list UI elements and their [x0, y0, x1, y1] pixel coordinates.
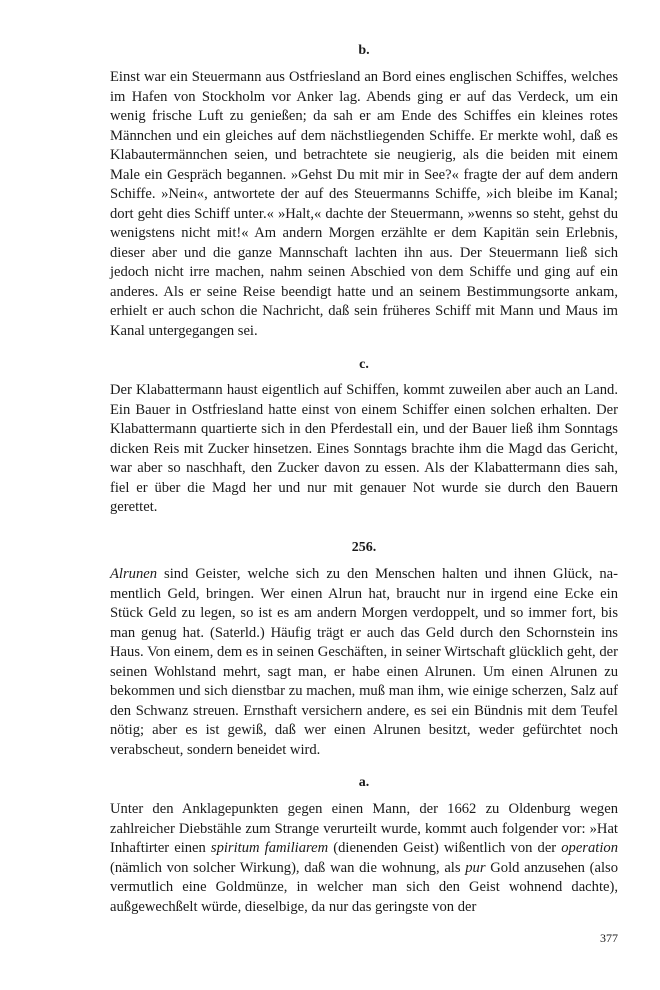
italic-term-operation: operation — [561, 840, 618, 856]
text-segment: (dienenden Geist) wißentlich von der — [328, 840, 562, 856]
section-paragraph-a — [110, 800, 618, 917]
text-segment: Unter den Anklagepunkten gegen einen Mann, der 1662 zu Oldenburg wegen zahlreicher Diebstähle zum Strange verurteilt wurde, kommt auch folgender vor: »Hat Inhaftirter einen — [110, 801, 618, 856]
section-paragraph-256 — [110, 565, 618, 760]
text-segment: Der Klabattermann haust eigentlich auf Schiffen, kommt zuweilen aber auch an Land. Ein Bauer in Ostfriesland hatte einst von einem Schiffer einen solchen erhalten. Der Klabattermann quartierte sich in den Pferdestall ein, und der Bauer ließ ihm Sonntags dicken Reis mit Zucker hinsetzen. Eines Sonntags brachte ihm die Magd das Gericht, war aber so naschhaft, den Zucker davon zu essen. Als der Klabattermann dies sah, fiel er über die Magd her und nur mit genauer Not wurde sie durch den Bauern gerettet. — [110, 382, 618, 515]
section-paragraph-b — [110, 68, 618, 341]
text-segment: Gold anzusehen (also vermutlich eine Goldmünze, in welcher man sich den Geist wohnend dachte), außgewechßelt würde, dieselbige, da nur das geringste von der — [110, 859, 618, 915]
section-heading-c: c. — [359, 357, 369, 372]
italic-term-spiritum-familiarem: spiritum familiarem — [210, 840, 329, 856]
section-paragraph-c — [110, 381, 618, 518]
italic-term-alrunen: Alrunen — [110, 566, 158, 582]
italic-term-pur: pur — [465, 859, 486, 876]
page-number: 377 — [600, 931, 618, 945]
text-segment: sind Geister, welche sich zu den Menschen halten und ihnen Glück, namentlich Geld, bringen. Wer einen Alrun hat, braucht nur in irgend eine Ecke ein Stück Geld zu legen, so ist es am andern Morgen verdoppelt, und so immer fort, bis man genug hat. (Saterld.) Häufig trägt er auch das Geld durch den Schornstein ins Haus. Von einem, dem es in seinen Geschäften, in seiner Wirtschaft glücklich geht, der seinen Wohlstand mehrt, sagt man, er habe einen Alrunen. Um einen Alrunen zu bekommen und sich dienstbar zu machen, muß man ihm, wie einige scherzen, Salz auf den Schwanz streuen. Ernsthaft versichern andere, es sei ein Bündnis mit dem Teufel nötig; aber es ist gewiß, daß wer einen Alrunen besitzt, weder gefürchtet noch verabscheut, sondern beneidet wird. — [110, 566, 618, 758]
section-heading-256: 256. — [351, 540, 377, 555]
text-segment: Einst war ein Steuermann aus Ostfriesland an Bord eines englischen Schiffes, welches im Hafen von Stockholm vor Anker lag. Abends ging er auf das Verdeck, um ein wenig frische Luft zu genießen; da sah er am Ende des Schiffes ein kleines rotes Männchen und ein gleiches auf dem nächstliegenden Schiffe. Er merkte wohl, daß es Klabautermännchen seien, und betrachtete sie neugierig, als die beiden mit einem Male ein Gespräch begannen. »Gehst Du mit mir in See?« fragte der auf dem andern Schiffe. »Nein«, antwortete der auf des Steuermanns Schiffe, »ich bleibe im Kanal; dort geht dies Schiff unter.« »Halt,« dachte der Steuermann, »wenns so steht, gehst du wenigstens nicht mit!« Am andern Morgen erzählte er dem Kapitän sein Erlebnis, dieser aber und die ganze Mannschaft lachten ihn aus. Der Steuermann ließ sich jedoch nicht irre machen, nahm seinen Abschied von dem Schiffe und ging auf ein anderes. Als er seine Reise beendigt hatte und an seinem Bestimmungsorte ankam, erhielt er auch schon die Nachricht, daß sein früheres Schiff mit Mann und Maus im Kanal untergegangen sei. — [110, 69, 618, 339]
section-heading-b: b. — [358, 43, 370, 58]
text-segment: (nämlich von solcher Wirkung), daß wan die wohnung, als — [110, 859, 466, 876]
section-heading-a: a. — [358, 775, 370, 790]
